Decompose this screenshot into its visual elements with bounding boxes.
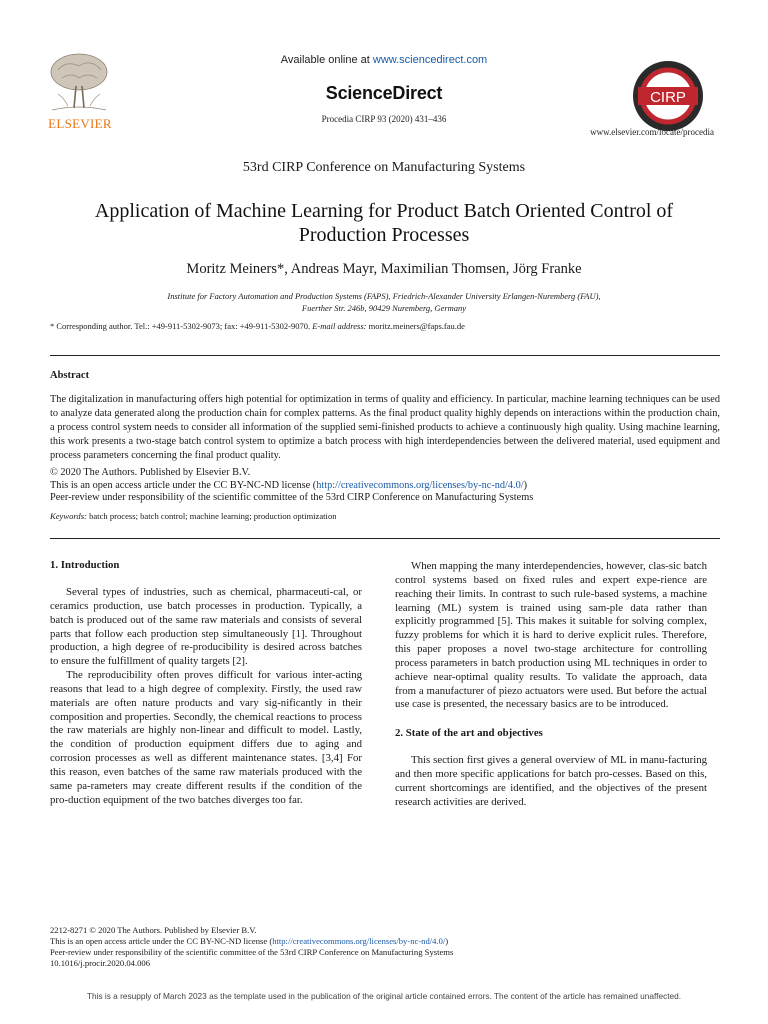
resupply-note: This is a resupply of March 2023 as the template used in the publication of the original article contained errors. The content of the article has remained unaffected. bbox=[86, 991, 682, 1001]
keywords-list: batch process; batch control; machine learning; production optimization bbox=[86, 511, 337, 521]
abstract-body bbox=[50, 393, 720, 463]
paragraph: The reproducibility often proves difficult for various inter-acting reasons that lead to a high degree of complexity. Firstly, the used raw materials are often nature products and vary sig-nificantly in their composition and properties. Secondly, the chemical reactions to process the raw materials are highly non-linear and difficult to model. Lastly, the condition of production equipment differs due to aging and corrosion processes as well as different maintenance states. [3,4] For this reason, even batches of the same raw materials produced with the same pa-rameters may create different results if the condition of the pro-duction equipment of the two batches diverges too far. bbox=[50, 669, 362, 806]
footer-peer-review: Peer-review under responsibility of the scientific committee of the 53rd CIRP Conference on Manufacturing Systems bbox=[50, 947, 454, 957]
author-list: Moritz Meiners*, Andreas Mayr, Maximilian Thomsen, Jörg Franke bbox=[186, 261, 582, 277]
corresponding-author bbox=[50, 321, 465, 331]
section-heading-introduction: 1. Introduction bbox=[50, 559, 120, 571]
abstract-heading: Abstract bbox=[50, 370, 90, 381]
divider-bottom bbox=[50, 538, 720, 539]
footer-license bbox=[50, 936, 720, 947]
keywords-label: Keywords: bbox=[50, 511, 87, 521]
article-title: Application of Machine Learning for Product Batch Oriented Control of Production Processes bbox=[94, 200, 674, 246]
abstract-copyright bbox=[50, 467, 720, 505]
abstract-text: The digitalization in manufacturing offers high potential for optimization in terms of quality and efficiency. In particular, machine learning techniques can be used to analyze data generated along the production chain for complex patterns. As the final product quality highly depends on interactions within the production chain, a process control system needs to consider all information of the supplied semi-finished products to achieve a continuously high quality. Using machine learning, this work presents a two-stage batch control system to optimize a batch process with high interdependencies between the delivered material, used equipment and process parameters concerning the final product quality. bbox=[50, 394, 720, 461]
sciencedirect-brand: ScienceDirect bbox=[325, 83, 443, 103]
cirp-logo-text: CIRP bbox=[650, 89, 686, 106]
paragraph: This section first gives a general overview of ML in manu-facturing and then more specific applications for batch pro-cesses. Based on this, current shortcomings are identified, and the objectives of the present research activities are derived. bbox=[395, 754, 707, 808]
footer-license-prefix: This is an open access article under the CC BY-NC-ND license ( bbox=[50, 936, 273, 946]
journal-reference: Procedia CIRP 93 (2020) 431–436 bbox=[321, 114, 447, 124]
left-column bbox=[50, 558, 362, 808]
copyright-line: © 2020 The Authors. Published by Elsevier B.V. bbox=[50, 467, 251, 478]
footer-license-link[interactable]: http://creativecommons.org/licenses/by-nc-nd/4.0/ bbox=[272, 936, 446, 946]
section-heading-state-of-art: 2. State of the art and objectives bbox=[395, 727, 543, 740]
license-suffix: ) bbox=[523, 479, 528, 491]
license-line bbox=[50, 480, 720, 493]
affiliation-line-1: Institute for Factory Automation and Production Systems (FAPS), Friedrich-Alexander University Erlangen-Nuremberg (FAU), bbox=[167, 291, 601, 301]
keywords bbox=[50, 511, 720, 521]
page-footer bbox=[50, 925, 720, 969]
affiliation-line-2: Fuerther Str. 246b, 90429 Nuremberg, Germany bbox=[301, 303, 467, 313]
peer-review-line: Peer-review under responsibility of the scientific committee of the 53rd CIRP Conference on Manufacturing Systems bbox=[50, 492, 534, 503]
email-label: E-mail address: bbox=[312, 321, 367, 331]
footer-issn: 2212-8271 © 2020 The Authors. Published by Elsevier B.V. bbox=[50, 925, 257, 935]
paragraph: When mapping the many interdependencies, however, clas-sic batch control systems based on fixed rules and expert expe-rience are reaching their limits. In contrast to such rule-based systems, a machine learning (ML) system is trained using sam-ple data rather than explicitly programmed [5]. This makes it suitable for solving complex, fuzzy problems for which it is hard to derive explicit rules. Therefore, this paper proposes a novel two-stage architecture for controlling process parameters in batch production using ML techniques in order to achieve near-optimal quality results. To validate the approach, data from a manufacturer of piezo actuators were used. But before the actual use case is presented, the necessary basics are to be introduced. bbox=[395, 560, 707, 711]
affiliation bbox=[60, 290, 708, 314]
elsevier-wordmark: ELSEVIER bbox=[48, 116, 112, 131]
license-prefix: This is an open access article under the CC BY-NC-ND license ( bbox=[50, 479, 317, 491]
footer-doi[interactable]: 10.1016/j.procir.2020.04.006 bbox=[50, 958, 151, 968]
cirp-logo bbox=[632, 60, 704, 132]
license-link[interactable]: http://creativecommons.org/licenses/by-nc-nd/4.0/ bbox=[316, 479, 524, 491]
corresponding-contact: * Corresponding author. Tel.: +49-911-5302-9073; fax: +49-911-5302-9070. bbox=[50, 321, 311, 331]
sciencedirect-link[interactable]: www.sciencedirect.com bbox=[372, 54, 488, 66]
email-address[interactable]: moritz.meiners@faps.fau.de bbox=[368, 321, 465, 331]
footer-license-suffix: ) bbox=[445, 936, 449, 946]
paragraph: Several types of industries, such as chemical, pharmaceuti-cal, or ceramics production, use batch processes in production. Typically, a batch is produced out of the same raw materials and consists of several parts that follow each production step simultaneously [1]. Throughout production, a high degree of re-producibility is desired across batches to ensure the fulfillment of quality targets [2]. bbox=[50, 586, 362, 668]
divider-top bbox=[50, 355, 720, 356]
conference-name: 53rd CIRP Conference on Manufacturing Systems bbox=[242, 160, 526, 175]
available-prefix: Available online at bbox=[280, 54, 373, 66]
right-column bbox=[395, 560, 707, 810]
journal-url[interactable]: www.elsevier.com/locate/procedia bbox=[590, 127, 714, 137]
